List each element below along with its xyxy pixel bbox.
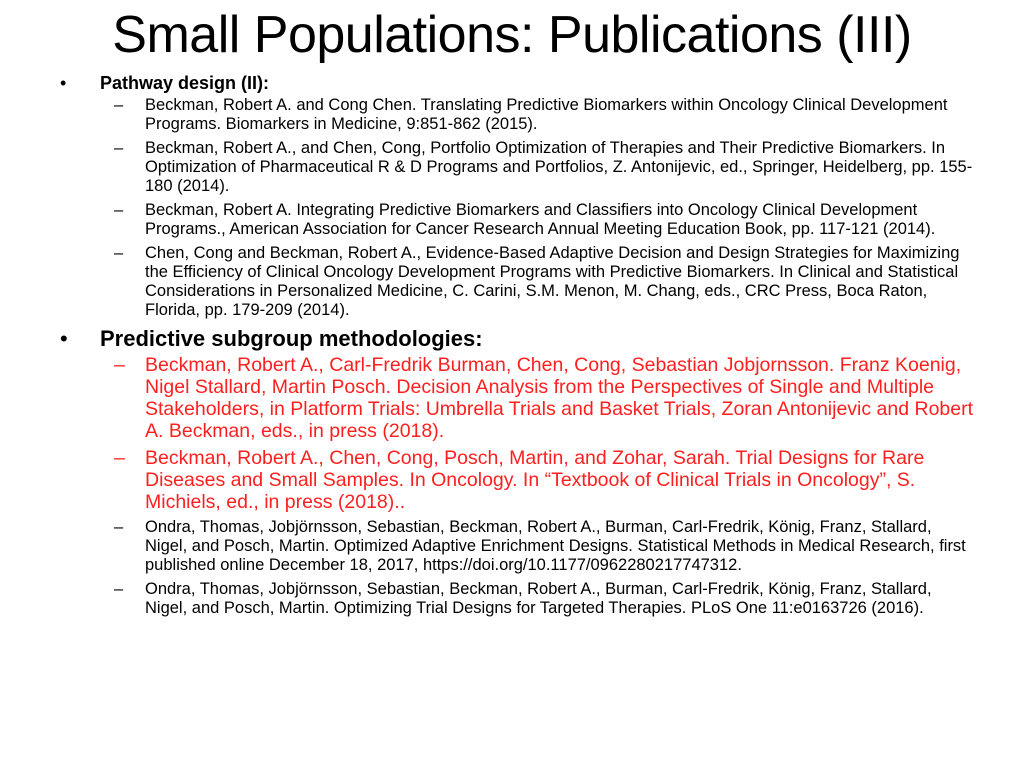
dash-icon: –	[114, 201, 124, 219]
bullet-icon: •	[60, 73, 67, 93]
section-heading-predictive-subgroup	[58, 326, 978, 352]
dash-icon: –	[114, 139, 124, 157]
reference-item	[58, 244, 978, 320]
slide-body	[58, 72, 978, 623]
reference-list-pathway-design	[58, 96, 978, 320]
dash-icon: –	[114, 244, 124, 262]
reference-list-predictive-subgroup	[58, 354, 978, 618]
section-heading-label: Pathway design (II):	[100, 73, 270, 93]
bullet-icon: •	[60, 326, 68, 351]
reference-text: Chen, Cong and Beckman, Robert A., Evidence-Based Adaptive Decision and Design Strategies for Maximizing the Efficiency of Clinical Oncology Development Programs with Predictive Biomarkers. In Clinical and Statistical Considerations in Personalized Medicine, C. Carini, S.M. Menon, M. Chang, eds., CRC Press, Boca Raton, Florida, pp. 179-209 (2014).	[145, 244, 960, 319]
reference-text: Beckman, Robert A., and Chen, Cong, Portfolio Optimization of Therapies and Their Predictive Biomarkers. In Optimization of Pharmaceutical R & D Programs and Portfolios, Z. Antonijevic, ed., Springer, Heidelberg, pp. 155-180 (2014).	[145, 139, 973, 195]
dash-icon: –	[114, 96, 124, 114]
reference-text: Beckman, Robert A., Carl-Fredrik Burman, Chen, Cong, Sebastian Jobjornsson. Franz Koenig, Nigel Stallard, Martin Posch. Decision Analysis from the Perspectives of Single and Multiple Stakeholders, in Platform Trials: Umbrella Trials and Basket Trials, Zoran Antonijevic and Robert A. Beckman, eds., in press (2018).	[145, 354, 974, 442]
reference-item-highlighted	[58, 447, 978, 513]
reference-text: Ondra, Thomas, Jobjörnsson, Sebastian, Beckman, Robert A., Burman, Carl-Fredrik, König, Franz, Stallard, Nigel, and Posch, Martin. Optimizing Trial Designs for Targeted Therapies. PLoS One 11:e0163726 (2016).	[145, 580, 932, 617]
dash-icon: –	[114, 580, 124, 598]
reference-text: Ondra, Thomas, Jobjörnsson, Sebastian, Beckman, Robert A., Burman, Carl-Fredrik, König, Franz, Stallard, Nigel, and Posch, Martin. Optimized Adaptive Enrichment Designs. Statistical Methods in Medical Research, first published online December 18, 2017, https://doi.org/10.1177/0962280217747312.	[145, 518, 966, 574]
reference-item	[58, 139, 978, 196]
reference-text: Beckman, Robert A., Chen, Cong, Posch, Martin, and Zohar, Sarah. Trial Designs for Rare Diseases and Small Samples. In Oncology. In “Textbook of Clinical Trials in Oncology”, S. Michiels, ed., in press (2018)..	[145, 447, 925, 513]
section-heading-pathway-design	[58, 72, 978, 94]
dash-icon: –	[114, 354, 125, 376]
reference-item-highlighted	[58, 354, 978, 442]
reference-item	[58, 96, 978, 134]
dash-icon: –	[114, 518, 124, 536]
slide-title: Small Populations: Publications (III)	[112, 6, 912, 64]
dash-icon: –	[114, 447, 125, 469]
reference-text: Beckman, Robert A. and Cong Chen. Translating Predictive Biomarkers within Oncology Clinical Development Programs. Biomarkers in Medicine, 9:851-862 (2015).	[145, 96, 948, 133]
reference-text: Beckman, Robert A. Integrating Predictive Biomarkers and Classifiers into Oncology Clinical Development Programs., American Association for Cancer Research Annual Meeting Education Book, pp. 117-121 (2014).	[145, 201, 936, 238]
section-heading-label: Predictive subgroup methodologies:	[100, 326, 483, 351]
reference-item	[58, 518, 978, 575]
reference-item	[58, 201, 978, 239]
reference-item	[58, 580, 978, 618]
